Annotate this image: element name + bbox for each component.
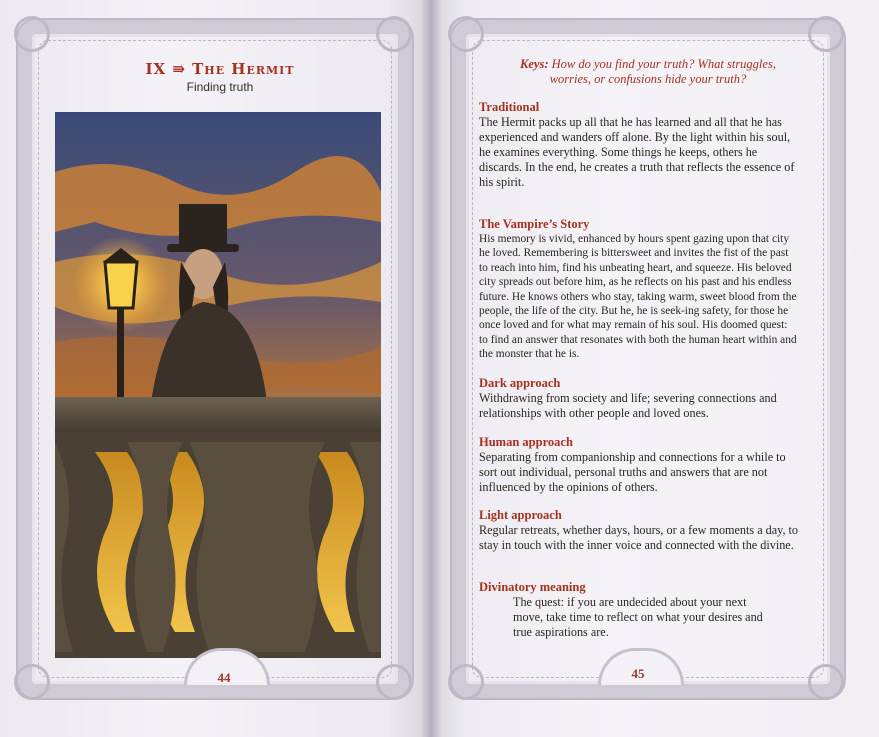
- keys-block: [498, 57, 798, 87]
- section-dark-approach: [479, 376, 799, 421]
- section-divinatory-meaning: [479, 580, 769, 640]
- card-title: IX ⇛ The Hermit: [145, 60, 295, 78]
- baluster-3: [189, 442, 325, 652]
- section-text: Regular retreats, whether days, hours, or a few moments a day, to stay in touch with the inner voice and connected with the divine.: [479, 523, 799, 552]
- section-heading: Human approach: [479, 435, 573, 449]
- section-text: His memory is vivid, enhanced by hours spent gazing upon that city he loved. Remembering is bittersweet and invites the fist of the past to reach into him, find his unbeating heart, and squeeze. His beloved city spreads out before him, as he reflects on his past and his endless future. He knows others who stay, taking warm, sweet blood from the people, the life of the city. But he, he is seek-ing safety, for those he once loved and for what may remain of his soul. His doomed quest: to find an answer that resonates with both the human heart within and the monster that he is.: [479, 233, 797, 361]
- section-heading: Divinatory meaning: [479, 580, 586, 594]
- balustrade-rail: [55, 397, 381, 437]
- left-top-left-knot-ornament: [14, 16, 50, 52]
- keys-text: How do you find your truth? What struggles, worries, or confusions hide your truth?: [549, 57, 776, 86]
- section-heading: Dark approach: [479, 376, 561, 390]
- section-text: The quest: if you are undecided about your next move, take time to reflect on what your desires and true aspirations are.: [513, 595, 763, 639]
- right-bottom-right-knot-ornament: [808, 664, 844, 700]
- street-lamp: [105, 262, 137, 308]
- right-top-left-knot-ornament: [448, 16, 484, 52]
- section-heading: Traditional: [479, 100, 540, 114]
- left-bottom-left-knot-ornament: [14, 664, 50, 700]
- hermit-card-illustration: [55, 112, 381, 658]
- section-text: Separating from companionship and connections for a while to sort out individual, personal truths and answers that are not influenced by the opinions of others.: [479, 450, 786, 494]
- right-bottom-left-knot-ornament: [448, 664, 484, 700]
- section-heading: The Vampire’s Story: [479, 217, 590, 231]
- section-text: Withdrawing from society and life; severing connections and relationships with other people and loved ones.: [479, 391, 777, 420]
- left-page-number: 44: [217, 670, 231, 685]
- right-top-right-knot-ornament: [808, 16, 844, 52]
- book-gutter: [420, 0, 442, 737]
- right-page-number: 45: [631, 666, 645, 681]
- section-human-approach: [479, 435, 799, 495]
- section-vampires-story: [479, 217, 799, 362]
- section-text: The Hermit packs up all that he has learned and all that he has experienced and wanders off alone. By the light within his soul, he examines everything. Some things he keeps, others he discards. In the end, he creates a truth that reflects the essence of his spirit.: [479, 115, 795, 189]
- section-traditional: [479, 100, 799, 190]
- left-page: [0, 0, 430, 737]
- left-top-right-knot-ornament: [376, 16, 412, 52]
- top-hat: [179, 204, 227, 248]
- section-light-approach: [479, 508, 799, 553]
- section-heading: Light approach: [479, 508, 562, 522]
- card-subtitle: Finding truth: [186, 80, 254, 94]
- keys-label: Keys:: [520, 57, 549, 71]
- left-bottom-right-knot-ornament: [376, 664, 412, 700]
